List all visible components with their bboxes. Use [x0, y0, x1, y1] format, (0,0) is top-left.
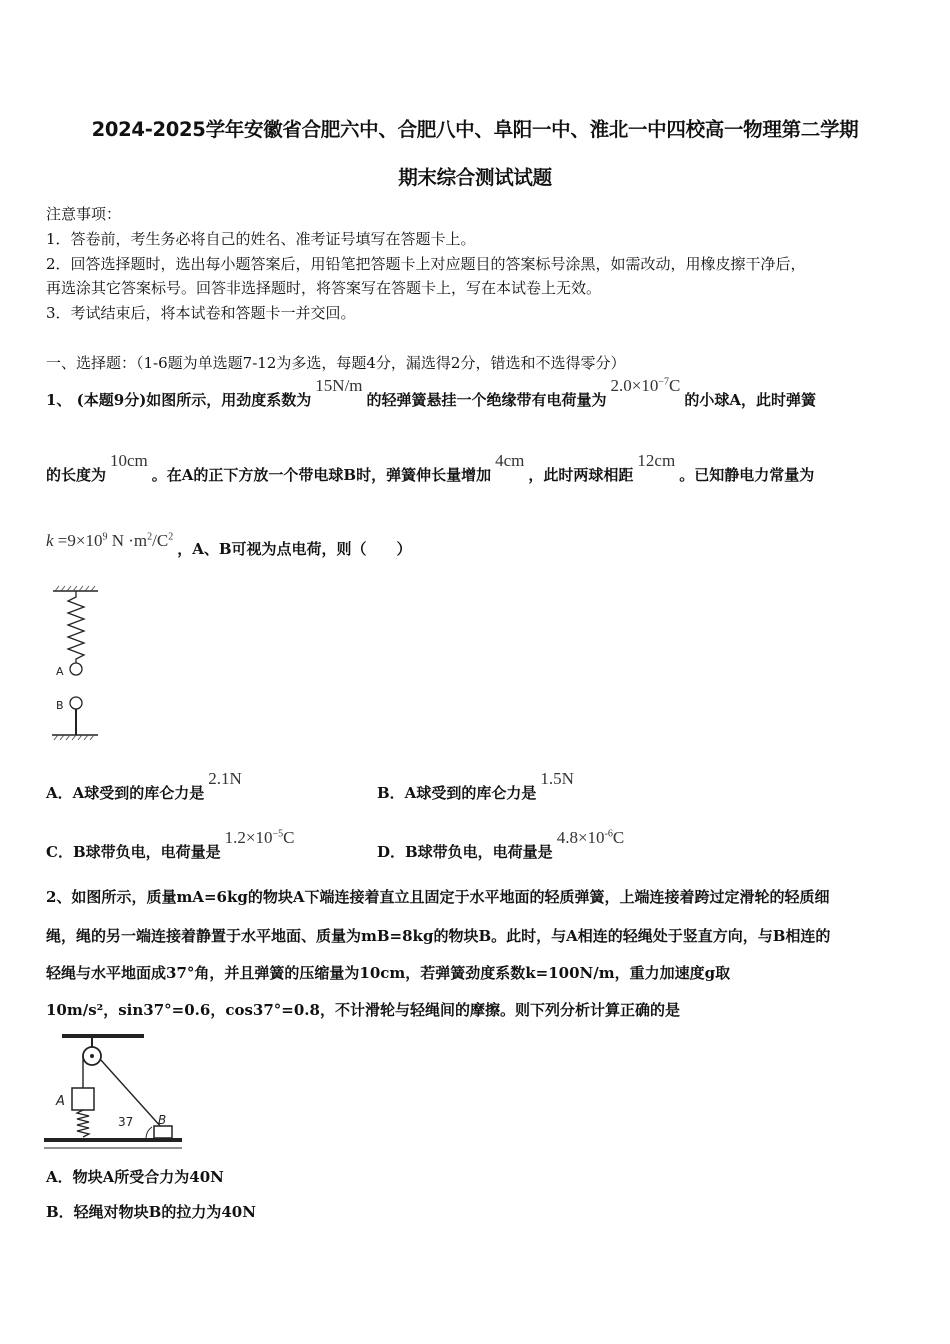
q2-option-a[interactable]: A．物块A所受合力为40N [46, 1168, 224, 1186]
q1-figure-label-a: A [56, 665, 64, 678]
q1-option-b[interactable]: B．A球受到的库仑力是1.5N [377, 769, 574, 802]
q2-figure-label-a: A [56, 1094, 65, 1109]
q1-line2 [46, 451, 815, 485]
q1-math-extension: 4cm [495, 451, 525, 470]
q2-figure-angle-label: 37 [118, 1115, 134, 1129]
exam-title-line2: 期末综合测试试题 [398, 166, 552, 189]
q1-math-distance: 12cm [637, 451, 676, 470]
q1-text-8: ，A、B可视为点电荷，则（ ） [177, 540, 412, 558]
q1-text-5: 。在A的正下方放一个带电球B时，弹簧伸长量增加 [151, 466, 492, 484]
notes-item-3: 3．考试结束后，将本试卷和答题卡一并交回。 [46, 304, 356, 322]
q1-text-2: 的轻弹簧悬挂一个绝缘带有电荷量为 [366, 391, 607, 409]
notes-heading: 注意事项： [46, 205, 122, 223]
notes-item-1: 1．答卷前，考生务必将自己的姓名、准考证号填写在答题卡上。 [46, 230, 476, 248]
q2-line3: 轻绳与水平地面成37°角，并且弹簧的压缩量为10cm，若弹簧劲度系数k=100N/m，重力加速度g取 [46, 964, 731, 982]
q2-option-b[interactable]: B．轻绳对物块B的拉力为40N [46, 1203, 256, 1221]
q1-text-1: 1、 (本题9分)如图所示，用劲度系数为 [46, 391, 312, 409]
q1-option-d[interactable]: D．B球带负电，电荷量是$4.8\times 10^{-6}C$ [377, 828, 625, 861]
q2-line2: 绳，绳的另一端连接着静置于水平地面、质量为mB=8kg的物块B。此时，与A相连的轻绳处于竖直方向，与B相连的 [46, 927, 831, 945]
section-heading: 一、选择题：（1-6题为单选题7-12为多选，每题4分，漏选得2分，错选和不选得零分） [46, 354, 626, 372]
q1-text-4: 的长度为 [46, 466, 107, 484]
q1-text-6: ，此时两球相距 [528, 466, 634, 484]
q1-math-length: 10cm [110, 451, 148, 470]
q1-spring-figure [46, 585, 106, 745]
q1-figure-label-b: B [56, 699, 64, 712]
q1-option-c[interactable]: C．B球带负电，电荷量是$1.2\times 10^{-5}C$ [46, 828, 295, 861]
q1-math-coulomb-constant: $k =9\times 10^9$ $N \cdot m^2/C^2$ [46, 531, 174, 550]
q2-line1: 2、如图所示，质量mA=6kg的物块A下端连接着直立且固定于水平地面的轻质弹簧，上端连接着跨过定滑轮的轻质细 [46, 888, 830, 906]
q2-pulley-figure [44, 1028, 184, 1156]
q2-figure-label-b: B [158, 1113, 167, 1127]
q1-text-7: 。已知静电力常量为 [679, 466, 815, 484]
q1-line1 [46, 376, 817, 410]
exam-title-line1: 2024-2025学年安徽省合肥六中、合肥八中、阜阳一中、淮北一中四校高一物理第二学期 [91, 118, 859, 141]
q2-line4: 10m/s²，sin37°=0.6，cos37°=0.8，不计滑轮与轻绳间的摩擦。则下列分析计算正确的是 [46, 1001, 680, 1019]
notes-item-2b: 再选涂其它答案标号。回答非选择题时，将答案写在答题卡上，写在本试卷上无效。 [46, 279, 602, 297]
q1-text-3: 的小球A，此时弹簧 [684, 391, 817, 409]
notes-item-2a: 2．回答选择题时，选出每小题答案后，用铅笔把答题卡上对应题目的答案标号涂黑，如需改动，用橡皮擦干净后， [46, 255, 806, 273]
q1-math-charge-a: $2.0\times 10^{-7}C$ [610, 376, 681, 395]
q1-math-spring-k: 15N/m [315, 376, 363, 395]
q1-option-a[interactable]: A．A球受到的库仑力是2.1N [46, 769, 242, 802]
q1-line3 [46, 531, 412, 559]
